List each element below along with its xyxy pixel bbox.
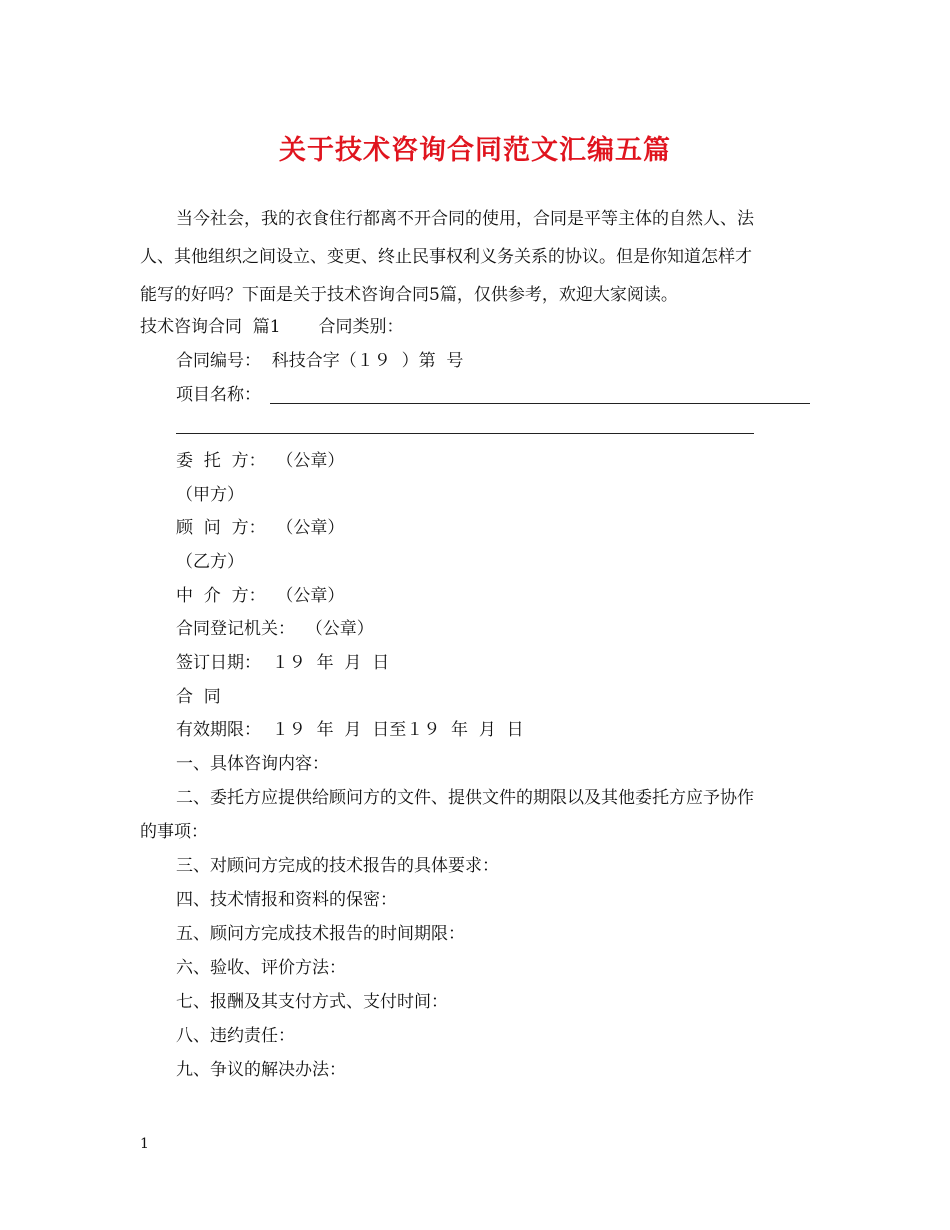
intro-line-1: 当今社会，我的衣食住行都离不开合同的使用，合同是平等主体的自然人、法 (176, 209, 754, 229)
consultant-party: 顾 问 方： （公章） (176, 518, 345, 538)
client-party: 委 托 方： （公章） (176, 451, 345, 471)
clause-4: 四、技术情报和资料的保密： (176, 890, 397, 910)
document-title: 关于技术咨询合同范文汇编五篇 (279, 135, 671, 166)
sign-date: 签订日期： １９ 年 月 日 (176, 653, 390, 673)
intro-line-3: 能写的好吗？下面是关于技术咨询合同5篇，仅供参考，欢迎大家阅读。 (140, 285, 678, 305)
clause-9: 九、争议的解决办法： (176, 1060, 346, 1080)
clause-6: 六、验收、评价方法： (176, 958, 346, 978)
party-a: （甲方） (176, 485, 244, 505)
clause-1: 一、具体咨询内容： (176, 754, 329, 774)
clause-3: 三、对顾问方完成的技术报告的具体要求： (176, 856, 499, 876)
contract-number: 合同编号： 科技合字（１９ ）第 号 (176, 351, 464, 371)
page-number: 1 (140, 1136, 149, 1152)
section-heading: 技术咨询合同 篇1 合同类别： (140, 317, 404, 337)
party-b: （乙方） (176, 552, 244, 572)
clause-8: 八、违约责任： (176, 1026, 295, 1046)
intermediary-party: 中 介 方： （公章） (176, 586, 345, 606)
clause-2: 二、委托方应提供给顾问方的文件、提供文件的期限以及其他委托方应予协作 (176, 788, 754, 808)
validity-period: 有效期限： １９ 年 月 日至１９ 年 月 日 (176, 720, 524, 740)
project-name-underline (270, 403, 810, 404)
contract-word: 合 同 (176, 687, 221, 707)
clause-7: 七、报酬及其支付方式、支付时间： (176, 992, 448, 1012)
project-name-label: 项目名称： (176, 385, 261, 405)
intro-line-2: 人、其他组织之间设立、变更、终止民事权利义务关系的协议。但是你知道怎样才 (140, 247, 752, 267)
registration-authority: 合同登记机关： （公章） (176, 619, 374, 639)
project-name-underline-2 (176, 433, 754, 434)
clause-5: 五、顾问方完成技术报告的时间期限： (176, 924, 465, 944)
clause-2-cont: 的事项： (140, 822, 208, 842)
